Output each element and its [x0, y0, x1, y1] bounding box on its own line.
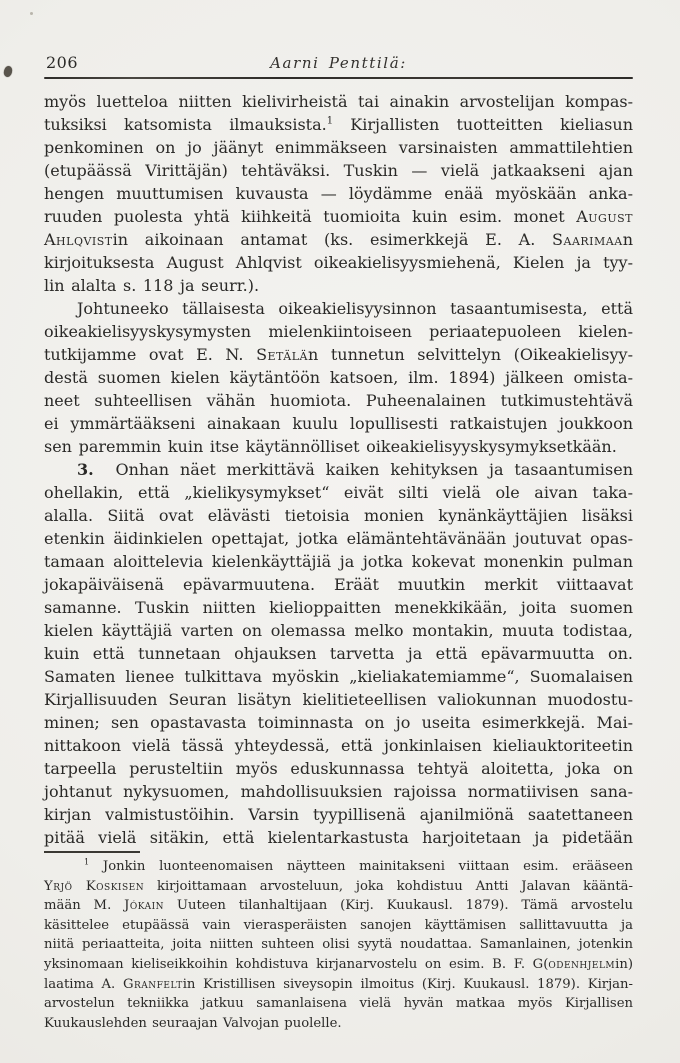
text-line: nittakoon vielä tässä yhteydessä, että jonkinlaisen kieliauktoriteetin: [44, 736, 633, 755]
text-line: arvostelun tekniikka jatkuu samanlaisena vielä hyvän matkaa myös Kirjallisen: [44, 996, 633, 1012]
text-line: neet suhteellisen vähän huomiota. Puheenalainen tutkimustehtävä: [44, 391, 633, 410]
text-line: laatima A. Granfeltin Kristillisen siveysopin ilmoitus (Kirj. Kuukausl. 1879). Kirjan-: [44, 976, 633, 992]
text-line: hengen muuttumisen kuvausta — löydämme enää myöskään anka-: [44, 184, 633, 203]
footnote-rule: [44, 851, 140, 853]
text-line: käsittelee etupäässä vain vierasperäisten sanojen käyttämisen sallittavuutta ja: [44, 917, 633, 933]
text-line: tamaan aloittelevia kielenkäyttäjiä ja jotka kokevat monenkin pulman: [44, 552, 633, 571]
text-line: (etupäässä Virittäjän) tehtäväksi. Tuskin — vielä jatkaakseni ajan: [44, 161, 633, 180]
footnote: [44, 857, 633, 1033]
text-line: johtanut nykysuomen, mahdollisuuksien rajoissa normatiivisen sana-: [44, 782, 633, 801]
text-line: Yrjö Koskisen kirjoittamaan arvosteluun, joka kohdistuu Antti Jalavan kääntä-: [44, 878, 633, 894]
text-line: kirjan valmistustöihin. Varsin tyypillisenä ajanilmiönä saatettaneen: [44, 805, 633, 824]
text-line: ei ymmärtääkseni ainakaan kuulu lopullisesti ratkaistujen joukkoon: [44, 414, 633, 433]
running-title: Aarni Penttilä:: [270, 54, 407, 72]
scan-dot: [30, 12, 33, 15]
text-line: tarpeella perusteltiin myös eduskunnassa tehtyä aloitetta, joka on: [44, 759, 633, 778]
text-line: penkominen on jo jäänyt enimmäkseen varsinaisten ammattilehtien: [44, 138, 633, 157]
text-line: 3. Onhan näet merkittävä kaiken kehityksen ja tasaantumisen: [77, 460, 633, 479]
text-line: kielen käyttäjiä varten on olemassa melko montakin, muuta todistaa,: [44, 621, 633, 640]
text-line: mään M. Jókain Uuteen tilanhaltijaan (Kirj. Kuukausl. 1879). Tämä arvostelu: [44, 898, 633, 914]
text-line: niitä periaatteita, joita niitten suhteen olisi syytä noudattaa. Samanlainen, jotenkin: [44, 937, 633, 953]
text-line: Ahlqvistin aikoinaan antamat (ks. esimerkkejä E. A. Saarimaan: [44, 230, 633, 249]
text-line: lin alalta s. 118 ja seurr.).: [44, 276, 260, 295]
text-line: kirjoituksesta August Ahlqvist oikeakielisyysmiehenä, Kielen ja tyy-: [44, 253, 633, 272]
text-line: tuksiksi katsomista ilmauksista.$^1$ Kirjallisten tuotteitten kieliasun: [44, 115, 634, 134]
body-text: [44, 90, 633, 849]
header-rule: [44, 77, 633, 79]
text-line: alalla. Siitä ovat elävästi tietoisia monien kynänkäyttäjien lisäksi: [44, 506, 633, 525]
text-line: yksinomaan kieliseikkoihin kohdistuva kirjanarvostelu on esim. B. F. G(odenhjelmin): [44, 956, 633, 972]
text-line: tutkijamme ovat E. N. Setälän tunnetun selvittelyn (Oikeakielisyy-: [44, 345, 633, 364]
text-line: sen paremmin kuin itse käytännölliset oikeakielisyyskysymyksetkään.: [44, 437, 617, 456]
text-line: minen; sen opastavasta toiminnasta on jo useita esimerkkejä. Mai-: [44, 713, 633, 732]
page-number: 206: [46, 53, 79, 72]
running-head: [44, 53, 633, 75]
text-line: samanne. Tuskin niitten kielioppaitten menekkikään, joita suomen: [44, 598, 633, 617]
text-line: etenkin äidinkielen opettajat, jotka elämäntehtävänään joutuvat opas-: [44, 529, 633, 548]
text-line: Johtuneeko tällaisesta oikeakielisyysinnon tasaantumisesta, että: [77, 299, 633, 318]
scan-speck: [3, 65, 13, 78]
text-line: $^1$ Jonkin luonteenomaisen näytteen mainitakseni viittaan esim. erääseen: [84, 856, 633, 874]
text-line: jokapäiväisenä epävarmuutena. Eräät muutkin merkit viittaavat: [44, 575, 633, 594]
text-line: Kuukauslehden seuraajan Valvojan puolelle.: [44, 1015, 342, 1031]
text-line: pitää vielä sitäkin, että kielentarkastusta harjoitetaan ja pidetään: [44, 828, 633, 847]
text-line: ohellakin, että „kielikysymykset“ eivät silti vielä ole aivan taka-: [44, 483, 633, 502]
text-line: oikeakielisyyskysymysten mielenkiintoiseen periaatepuoleen kielen-: [44, 322, 633, 341]
text-line: Samaten lienee tulkittava myöskin „kieliakatemiamme“, Suomalaisen: [44, 667, 633, 686]
text-line: kuin että tunnetaan ohjauksen tarvetta ja että epävarmuutta on.: [44, 644, 633, 663]
text-line: ruuden puolesta yhtä kiihkeitä tuomioita kuin esim. monet August: [44, 207, 633, 226]
text-line: Kirjallisuuden Seuran lisätyn kielitieteellisen valiokunnan muodostu-: [44, 690, 633, 709]
text-line: destä suomen kielen käytäntöön katsoen, ilm. 1894) jälkeen omista-: [44, 368, 633, 387]
text-line: myös luetteloa niitten kielivirheistä tai ainakin arvostelijan kompas-: [44, 92, 633, 111]
